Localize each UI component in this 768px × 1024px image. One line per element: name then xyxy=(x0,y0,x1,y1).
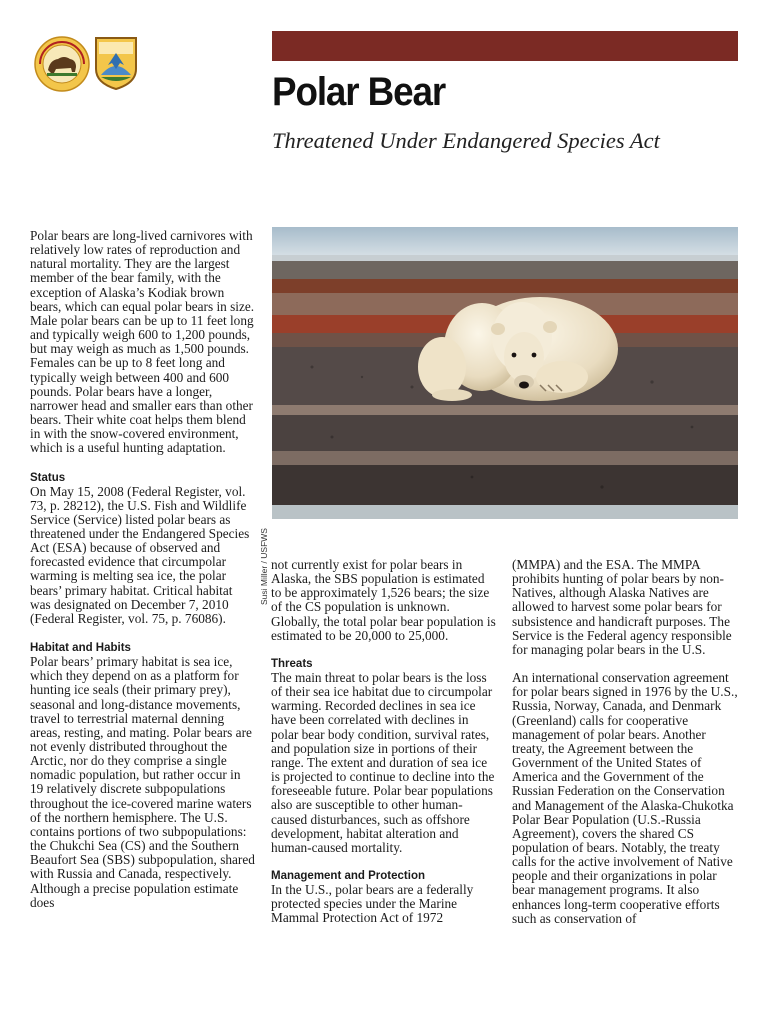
management-paragraph: In the U.S., polar bears are a federally protected species under the Marine Mammal Protection Act of 1972 xyxy=(271,881,474,926)
habitat-heading: Habitat and Habits xyxy=(30,642,131,655)
column-1 xyxy=(30,229,256,910)
header-color-bar xyxy=(272,31,738,61)
page-title: Polar Bear xyxy=(272,70,446,114)
threats-heading: Threats xyxy=(271,657,313,670)
mmpa-paragraph: (MMPA) and the ESA. The MMPA prohibits hunting of polar bears by non-Natives, although Alaska Natives are allowed to harvest some polar bears for subsistence and handicraft purposes. The Service is the Federal agency responsible for managing polar bears in the U.S. xyxy=(512,557,732,657)
doi-seal-logo xyxy=(34,36,90,92)
column-3 xyxy=(512,558,738,926)
habitat-paragraph: Polar bears’ primary habitat is sea ice, which they depend on as a platform for hunting ice seals (their primary prey), seasonal and long-distance movements, travel to terrestrial maternal denning areas, resting, and mating. Polar bears are not evenly distributed throughout the Arctic, nor do they comprise a single nomadic population, but rather occur in 19 relatively discrete subpopulations throughout the ice-covered marine waters of the northern hemisphere. The U.S. contains portions of two subpopulations: the Chukchi Sea (CS) and the Southern Beaufort Sea (SBS) subpopulation, shared with Russia and Canada, respectively. Although a precise population estimate does xyxy=(30,654,255,910)
page-subtitle: Threatened Under Endangered Species Act xyxy=(272,128,660,153)
intro-paragraph: Polar bears are long-lived carnivores with relatively low rates of reproduction and natural mortality. They are the largest member of the bear family, with the exception of Alaska’s Kodiak brown bears, which can equal polar bears in size. Male polar bears can be up to 11 feet long and typically weigh 600 to 1,200 pounds, but may weigh as much as 1,500 pounds. Females can be up to 8 feet long and typically weigh between 400 and 600 pounds. Polar bears have a longer, narrower head and smaller ears than other bears. Their white coat helps them blend in with the snow-covered environment, which is a useful hunting adaptation. xyxy=(30,228,255,456)
management-heading: Management and Protection xyxy=(271,869,425,882)
threats-paragraph: The main threat to polar bears is the loss of their sea ice habitat due to circumpolar warming. Recorded declines in sea ice have been correlated with declines in polar bear body condition, survival rates, and population size in portions of their range. The extent and duration of sea ice is projected to continue to decline into the foreseeable future. Polar bear populations also are susceptible to other human-caused disturbances, such as offshore development, habitat alteration and human-caused mortality. xyxy=(271,669,495,855)
status-paragraph: On May 15, 2008 (Federal Register, vol. 73, p. 28212), the U.S. Fish and Wildlife Service (Service) listed polar bears as threatened under the Endangered Species Act (ESA) because of observed and forecasted evidence that circumpolar warming is melting sea ice, the polar bears’ primary habitat. Critical habitat was designated on December 7, 2010 (Federal Register, vol. 75, p. 76086). xyxy=(30,483,250,626)
agreement-paragraph: An international conservation agreement for polar bears signed in 1976 by the U.S., Russia, Norway, Canada, and Denmark (Greenland) calls for cooperative management of polar bears. Another treaty, the Agreement between the Government of the United States of America and the Government of the Russian Federation on the Conservation and Management of the Alaska-Chukotka Polar Bear Population (U.S.-Russia Agreement), covers the shared CS population of bears. Notably, the treaty calls for the active involvement of Native people and their organizations in polar bear management programs. It also enhances long-term cooperative efforts such as conservation of xyxy=(512,670,738,926)
population-paragraph: not currently exist for polar bears in Alaska, the SBS population is estimated to be approximately 1,526 bears; the size of the CS population is unknown. Globally, the total polar bear population is estimated to be 20,000 to 25,000. xyxy=(271,557,496,643)
column-2 xyxy=(271,558,497,925)
polar-bear-photo xyxy=(272,227,738,519)
photo-credit: Susi Miller / USFWS xyxy=(259,528,269,605)
fws-shield-logo xyxy=(93,35,139,91)
status-heading: Status xyxy=(30,471,66,484)
